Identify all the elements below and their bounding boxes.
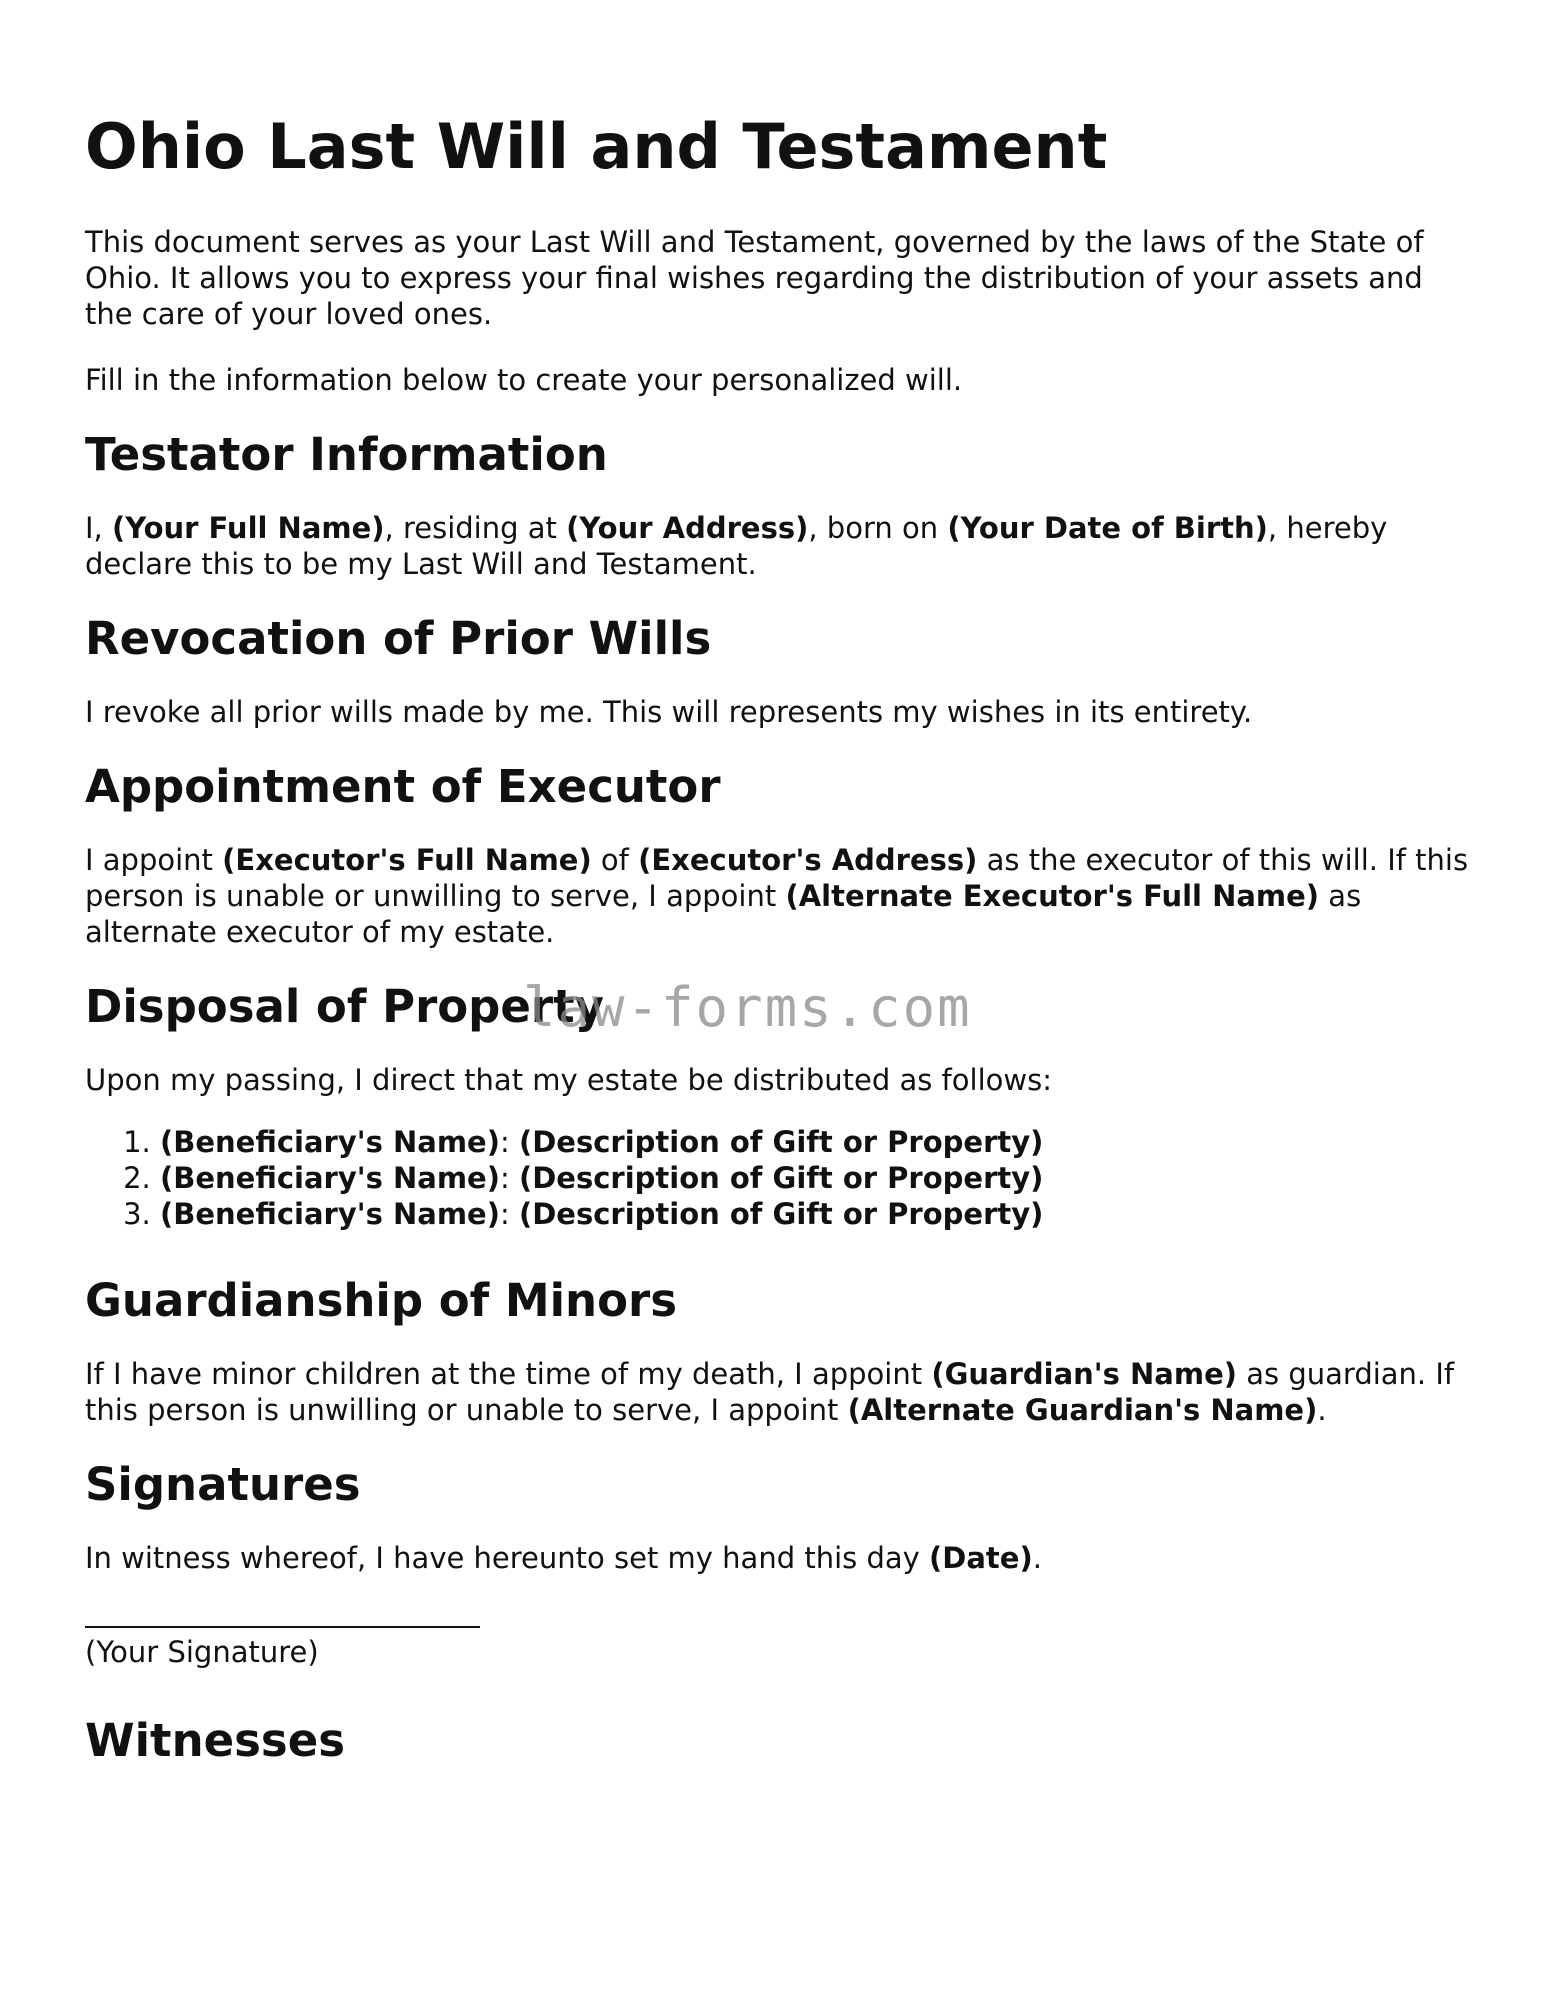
testator-paragraph: I, (Your Full Name), residing at (Your Address), born on (Your Date of Birth), hereby declare this to be my Last Will and Testament. — [85, 511, 1388, 582]
date-placeholder: (Date) — [929, 1541, 1033, 1576]
signature-line — [85, 1626, 480, 1628]
guardian-placeholder: (Guardian's Name) — [931, 1357, 1238, 1392]
executor-name-placeholder: (Executor's Full Name) — [222, 843, 592, 878]
testator-address-placeholder: (Your Address) — [566, 511, 809, 546]
revocation-section — [85, 612, 1475, 730]
list-item: 2. (Beneficiary's Name): (Description of Gift or Property) — [160, 1160, 1475, 1196]
intro-section — [85, 224, 1475, 398]
signatures-heading: Signatures — [85, 1458, 361, 1512]
list-item: 1. (Beneficiary's Name): (Description of Gift or Property) — [160, 1124, 1475, 1160]
guardianship-paragraph: If I have minor children at the time of my death, I appoint (Guardian's Name) as guardian. If this person is unwilling or unable to serve, I appoint (Alternate Guardian's Name). — [85, 1357, 1455, 1428]
guardianship-heading: Guardianship of Minors — [85, 1274, 677, 1328]
testator-dob-placeholder: (Your Date of Birth) — [947, 511, 1268, 546]
executor-address-placeholder: (Executor's Address) — [638, 843, 978, 878]
testator-name-placeholder: (Your Full Name) — [112, 511, 385, 546]
intro-instruction: Fill in the information below to create your personalized will. — [85, 363, 963, 398]
guardianship-section — [85, 1274, 1475, 1428]
executor-paragraph: I appoint (Executor's Full Name) of (Executor's Address) as the executor of this will. If this person is unable or unwilling to serve, I appoint (Alternate Executor's Full Name) as alternate executor of my estate. — [85, 843, 1469, 950]
executor-heading: Appointment of Executor — [85, 760, 721, 814]
witnesses-heading: Witnesses — [85, 1714, 346, 1768]
revocation-paragraph: I revoke all prior wills made by me. This will represents my wishes in its entirety. — [85, 695, 1253, 730]
testator-section — [85, 428, 1475, 582]
page-title: Ohio Last Will and Testament — [85, 110, 1108, 183]
alternate-guardian-placeholder: (Alternate Guardian's Name) — [847, 1393, 1318, 1428]
testator-heading: Testator Information — [85, 428, 608, 482]
beneficiary-list — [85, 1124, 1475, 1232]
witnesses-section — [85, 1714, 1475, 1768]
document-page — [85, 100, 1475, 1796]
watermark-text: law-forms.com — [523, 976, 972, 1039]
list-item: 3. (Beneficiary's Name): (Description of Gift or Property) — [160, 1196, 1475, 1232]
intro-paragraph: This document serves as your Last Will and Testament, governed by the laws of the State of Ohio. It allows you to express your final wishes regarding the distribution of your assets and the care of your loved ones. — [85, 225, 1424, 332]
revocation-heading: Revocation of Prior Wills — [85, 612, 712, 666]
property-paragraph: Upon my passing, I direct that my estate be distributed as follows: — [85, 1063, 1052, 1098]
alternate-executor-placeholder: (Alternate Executor's Full Name) — [785, 879, 1320, 914]
signatures-paragraph: In witness whereof, I have hereunto set my hand this day (Date). — [85, 1541, 1042, 1576]
signature-label: (Your Signature) — [85, 1635, 319, 1670]
executor-section — [85, 760, 1475, 950]
property-heading: Disposal of Property — [85, 980, 604, 1034]
signatures-section — [85, 1458, 1475, 1670]
